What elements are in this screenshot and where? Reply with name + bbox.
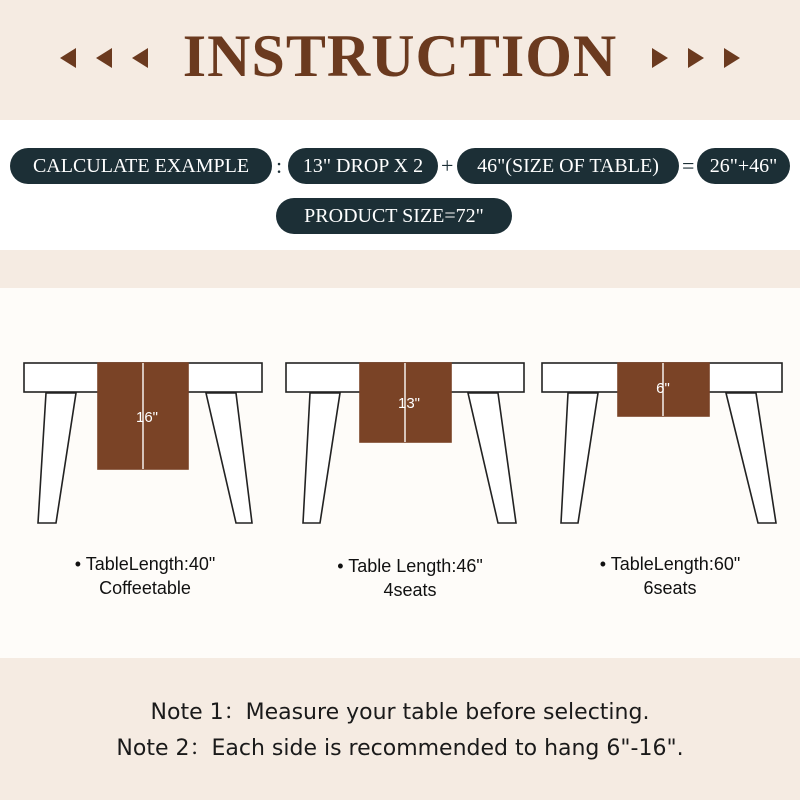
table-type-text: Coffeetable	[99, 578, 191, 598]
bullet-icon: •	[74, 554, 86, 574]
calc-drop-pill: 13" DROP X 2	[288, 148, 438, 184]
table-length-text: TableLength:40"	[85, 554, 216, 574]
diagram-band	[0, 288, 800, 658]
arrow-right-icon	[688, 48, 704, 68]
table-type-text: 6seats	[643, 578, 697, 598]
table-leg	[561, 393, 598, 523]
table-caption-coffee	[40, 552, 250, 600]
table-caption-4seats	[305, 554, 515, 602]
table-length-text: Table Length:46"	[348, 556, 483, 576]
product-size-pill: PRODUCT SIZE=72"	[276, 198, 512, 234]
arrow-right-icon	[652, 48, 668, 68]
table-leg	[303, 393, 340, 523]
drop-label: 6"	[656, 380, 670, 397]
notes	[0, 695, 800, 767]
calc-colon: :	[276, 153, 283, 178]
note-1: Note 1：Measure your table before selecting.	[150, 700, 650, 725]
calc-equals: =	[682, 153, 695, 178]
table-4seats	[286, 363, 524, 523]
calc-label-pill: CALCULATE EXAMPLE	[10, 148, 272, 184]
table-leg	[726, 393, 776, 523]
calculation-band	[0, 120, 800, 250]
page-title: INSTRUCTION	[182, 23, 618, 89]
tables-diagram	[0, 288, 800, 658]
calc-table-size-pill: 46"(SIZE OF TABLE)	[457, 148, 679, 184]
header	[0, 0, 800, 120]
calc-result-pill: 26"+46"	[697, 148, 790, 184]
bullet-icon: •	[337, 556, 349, 576]
drop-label: 13"	[397, 395, 421, 412]
note-2: Note 2：Each side is recommended to hang 6"-16".	[116, 736, 684, 761]
table-leg	[206, 393, 252, 523]
right-arrows	[652, 48, 740, 68]
table-type-text: 4seats	[383, 580, 437, 600]
table-length-text: TableLength:60"	[610, 554, 741, 574]
calc-plus: +	[441, 153, 454, 178]
drop-label: 16"	[135, 409, 159, 426]
table-caption-6seats	[565, 552, 775, 600]
arrow-right-icon	[724, 48, 740, 68]
table-6seats	[542, 363, 782, 523]
table-coffee	[24, 363, 262, 523]
table-leg	[38, 393, 76, 523]
table-leg	[468, 393, 516, 523]
bullet-icon: •	[599, 554, 611, 574]
